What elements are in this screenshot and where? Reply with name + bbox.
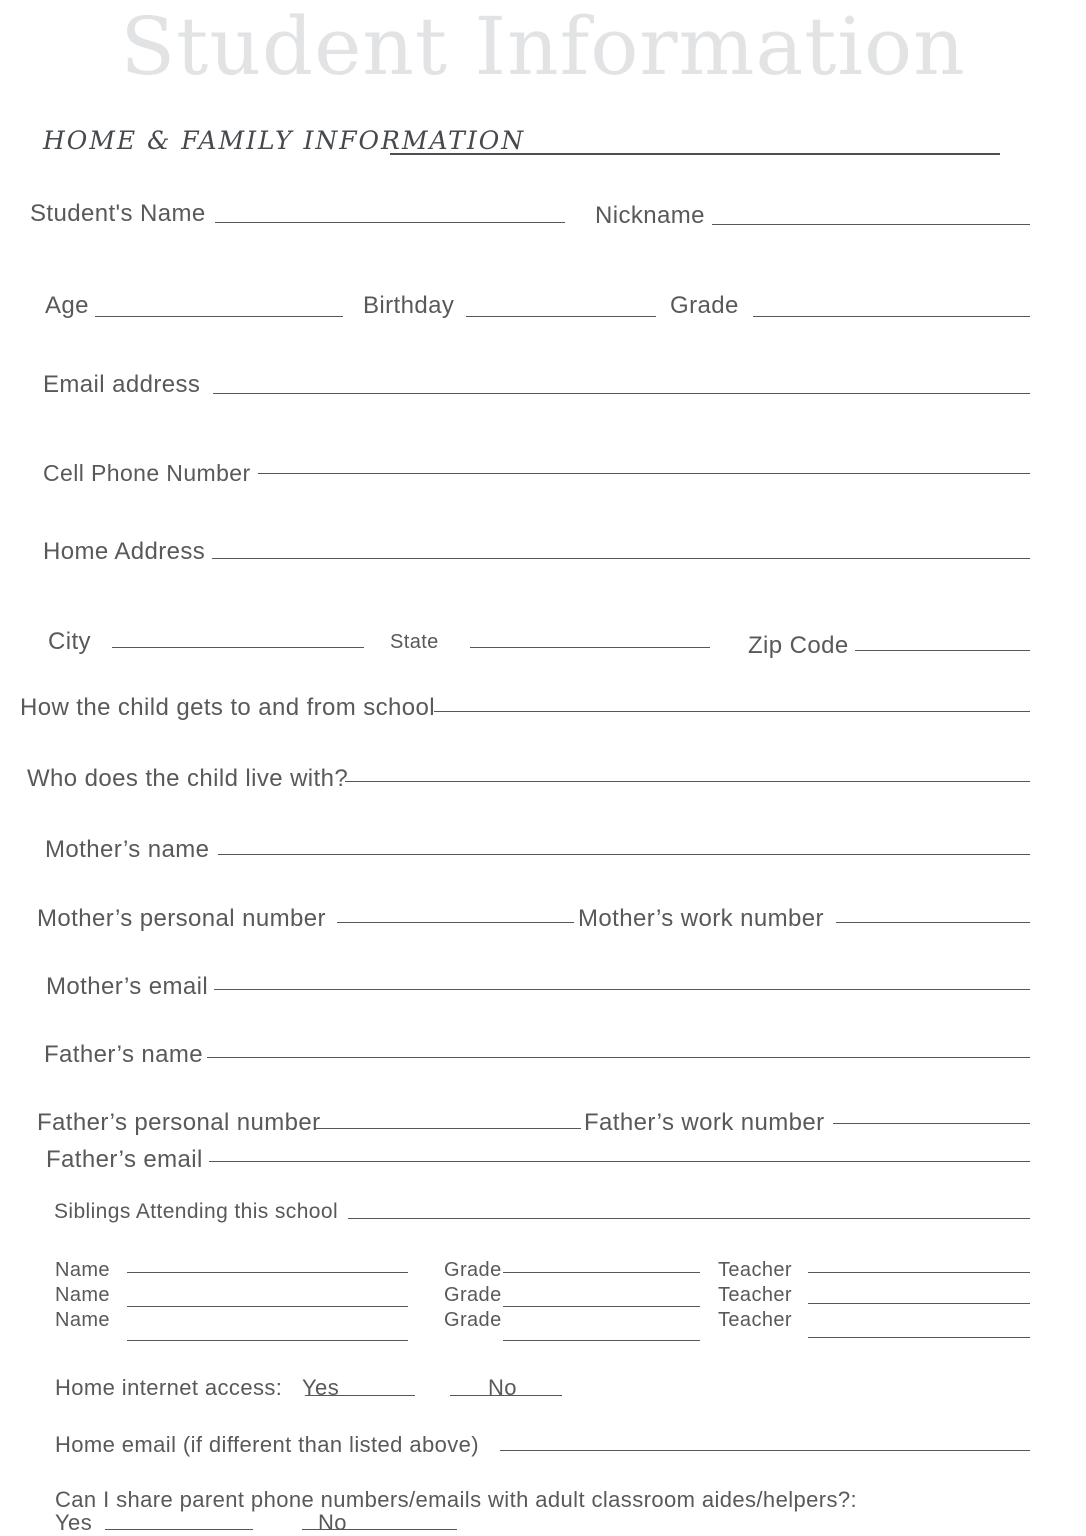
home-email-input-line[interactable]: [500, 1450, 1030, 1451]
student-name-input-line[interactable]: [215, 222, 565, 223]
state-label: State: [390, 631, 439, 653]
grade-label: Grade: [670, 292, 739, 319]
fathers-personal-number-input-line[interactable]: [315, 1128, 581, 1129]
sibling-1-grade-label: Grade: [444, 1259, 502, 1281]
sibling-2-grade-line[interactable]: [503, 1306, 700, 1307]
mothers-personal-number-input-line[interactable]: [337, 922, 574, 923]
fathers-email-label: Father’s email: [46, 1146, 203, 1173]
sibling-3-name-line[interactable]: [127, 1340, 408, 1341]
nickname-input-line[interactable]: [712, 224, 1030, 225]
sibling-2-teacher-line[interactable]: [808, 1303, 1030, 1304]
state-input-line[interactable]: [470, 647, 710, 648]
home-internet-yes-label[interactable]: Yes: [302, 1375, 340, 1400]
sibling-3-name-label: Name: [55, 1309, 110, 1331]
siblings-heading-label: Siblings Attending this school: [54, 1200, 339, 1223]
share-yes-line[interactable]: [105, 1529, 253, 1530]
sibling-2-teacher-label: Teacher: [718, 1284, 792, 1306]
share-no-label[interactable]: No: [318, 1510, 347, 1535]
birthday-label: Birthday: [363, 292, 455, 319]
sibling-1-teacher-line[interactable]: [808, 1272, 1030, 1273]
student-name-label: Student's Name: [30, 200, 206, 227]
fathers-name-label: Father’s name: [44, 1041, 204, 1068]
share-contacts-label: Can I share parent phone numbers/emails with adult classroom aides/helpers?:: [55, 1487, 858, 1512]
section-heading-line[interactable]: [390, 153, 1000, 155]
home-internet-yes-line[interactable]: [305, 1395, 415, 1396]
home-address-label: Home Address: [43, 538, 206, 565]
grade-input-line[interactable]: [753, 316, 1030, 317]
school-transport-input-line[interactable]: [434, 711, 1030, 712]
mothers-work-number-input-line[interactable]: [836, 922, 1030, 923]
sibling-2-name-label: Name: [55, 1284, 110, 1306]
sibling-3-grade-label: Grade: [444, 1309, 502, 1331]
city-label: City: [48, 628, 91, 655]
fathers-name-input-line[interactable]: [207, 1057, 1030, 1058]
mothers-name-input-line[interactable]: [218, 854, 1030, 855]
age-label: Age: [45, 292, 89, 319]
sibling-2-name-line[interactable]: [127, 1306, 408, 1307]
fathers-work-number-label: Father’s work number: [584, 1109, 825, 1136]
sibling-1-grade-line[interactable]: [503, 1272, 700, 1273]
fathers-email-input-line[interactable]: [209, 1161, 1030, 1162]
page-title: Student Information: [120, 0, 966, 93]
fathers-personal-number-label: Father’s personal number: [37, 1109, 321, 1136]
sibling-1-teacher-label: Teacher: [718, 1259, 792, 1281]
city-input-line[interactable]: [112, 647, 364, 648]
sibling-3-teacher-label: Teacher: [718, 1309, 792, 1331]
sibling-2-grade-label: Grade: [444, 1284, 502, 1306]
sibling-3-teacher-line[interactable]: [808, 1337, 1030, 1338]
zip-code-label: Zip Code: [748, 632, 849, 659]
cell-phone-label: Cell Phone Number: [43, 460, 251, 486]
share-no-line[interactable]: [302, 1529, 457, 1530]
birthday-input-line[interactable]: [466, 316, 656, 317]
email-address-label: Email address: [43, 371, 201, 398]
lives-with-label: Who does the child live with?: [27, 765, 349, 792]
section-heading: HOME & FAMILY INFORMATION: [43, 126, 526, 155]
school-transport-label: How the child gets to and from school: [20, 694, 436, 721]
lives-with-input-line[interactable]: [345, 781, 1030, 782]
mothers-personal-number-label: Mother’s personal number: [37, 905, 326, 932]
cell-phone-input-line[interactable]: [258, 473, 1030, 474]
mothers-email-input-line[interactable]: [214, 989, 1030, 990]
email-address-input-line[interactable]: [213, 393, 1030, 394]
home-internet-no-label[interactable]: No: [488, 1375, 517, 1400]
age-input-line[interactable]: [95, 316, 343, 317]
nickname-label: Nickname: [595, 202, 705, 229]
sibling-1-name-label: Name: [55, 1259, 110, 1281]
fathers-work-number-input-line[interactable]: [833, 1123, 1030, 1124]
home-address-input-line[interactable]: [212, 558, 1030, 559]
sibling-3-grade-line[interactable]: [503, 1340, 700, 1341]
mothers-name-label: Mother’s name: [45, 836, 210, 863]
share-yes-label[interactable]: Yes: [55, 1510, 93, 1535]
home-email-label: Home email (if different than listed above): [55, 1432, 479, 1457]
mothers-email-label: Mother’s email: [46, 973, 209, 1000]
mothers-work-number-label: Mother’s work number: [578, 905, 824, 932]
zip-code-input-line[interactable]: [855, 650, 1030, 651]
sibling-1-name-line[interactable]: [127, 1272, 408, 1273]
siblings-input-line[interactable]: [348, 1218, 1030, 1219]
home-internet-label: Home internet access:: [55, 1375, 283, 1400]
